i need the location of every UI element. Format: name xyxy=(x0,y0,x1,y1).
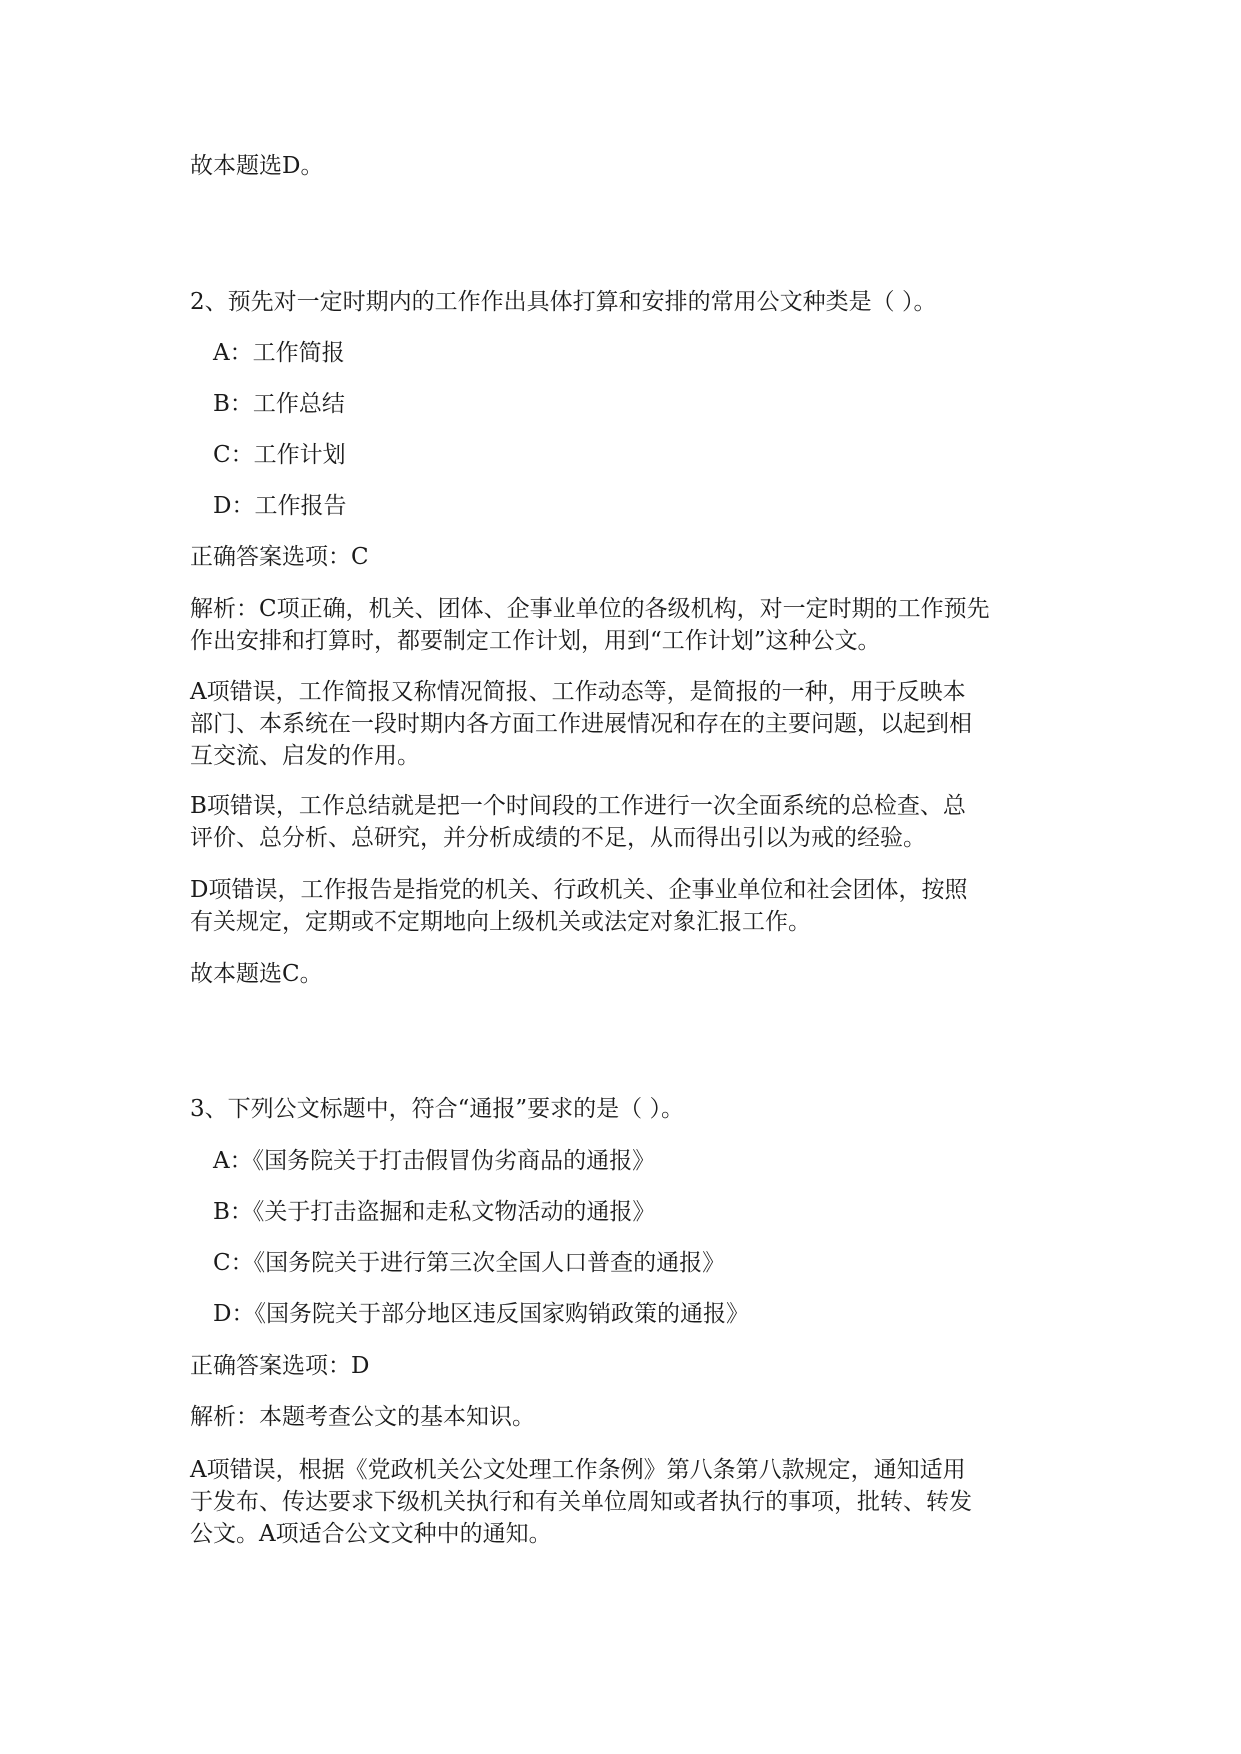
q2-analysis xyxy=(190,593,1070,657)
q1-conclusion: 故本题选D。 xyxy=(190,153,324,179)
q2-option-b: B：工作总结 xyxy=(213,391,345,417)
q2-option-d: D：工作报告 xyxy=(213,493,347,519)
q2-analysis-line: 解析：C项正确，机关、团体、企事业单位的各级机构，对一定时期的工作预先 xyxy=(190,596,990,622)
q2-a-wrong-line: 互交流、启发的作用。 xyxy=(190,743,420,769)
q2-b-wrong-line: B项错误，工作总结就是把一个时间段的工作进行一次全面系统的总检查、总 xyxy=(190,793,966,819)
q3-option-a: A：《国务院关于打击假冒伪劣商品的通报》 xyxy=(213,1148,656,1174)
q3-a-wrong-line: A项错误，根据《党政机关公文处理工作条例》第八条第八款规定，通知适用 xyxy=(190,1457,966,1483)
q2-question: 2、预先对一定时期内的工作作出具体打算和安排的常用公文种类是（ ）。 xyxy=(190,289,937,315)
q3-a-wrong-line: 于发布、传达要求下级机关执行和有关单位周知或者执行的事项，批转、转发 xyxy=(190,1489,972,1515)
q2-answer: 正确答案选项：C xyxy=(190,544,369,570)
q2-analysis-line: 作出安排和打算时，都要制定工作计划，用到“工作计划”这种公文。 xyxy=(190,628,881,654)
q2-d-wrong-line: D项错误，工作报告是指党的机关、行政机关、企事业单位和社会团体，按照 xyxy=(190,877,968,903)
q3-a-wrong-line: 公文。A项适合公文文种中的通知。 xyxy=(190,1521,552,1547)
q2-b-wrong-line: 评价、总分析、总研究，并分析成绩的不足，从而得出引以为戒的经验。 xyxy=(190,825,926,851)
q3-a-wrong xyxy=(190,1454,1070,1550)
q2-option-c: C：工作计划 xyxy=(213,442,346,468)
q2-conclusion: 故本题选C。 xyxy=(190,961,323,987)
q2-option-a: A：工作简报 xyxy=(213,340,345,366)
q3-option-d: D：《国务院关于部分地区违反国家购销政策的通报》 xyxy=(213,1301,749,1327)
q3-option-b: B：《关于打击盗掘和走私文物活动的通报》 xyxy=(213,1199,656,1225)
q2-a-wrong-line: A项错误，工作简报又称情况简报、工作动态等，是简报的一种，用于反映本 xyxy=(190,679,966,705)
q3-analysis: 解析：本题考查公文的基本知识。 xyxy=(190,1404,535,1430)
q2-b-wrong xyxy=(190,790,1070,854)
q2-a-wrong xyxy=(190,676,1070,772)
q2-d-wrong-line: 有关规定，定期或不定期地向上级机关或法定对象汇报工作。 xyxy=(190,909,811,935)
q2-d-wrong xyxy=(190,874,1070,938)
q3-answer: 正确答案选项：D xyxy=(190,1353,370,1379)
q3-question: 3、下列公文标题中，符合“通报”要求的是（ ）。 xyxy=(190,1096,684,1122)
q3-option-c: C：《国务院关于进行第三次全国人口普查的通报》 xyxy=(213,1250,726,1276)
q2-a-wrong-line: 部门、本系统在一段时期内各方面工作进展情况和存在的主要问题，以起到相 xyxy=(190,711,972,737)
